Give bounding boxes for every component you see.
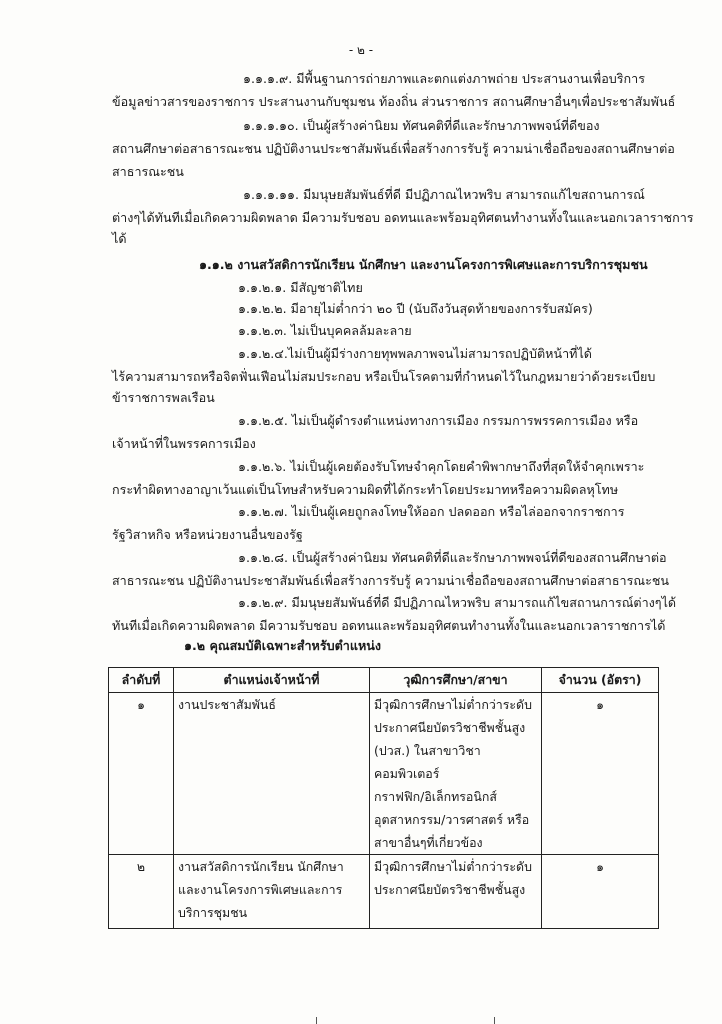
clause-1-1-1-9: ๑.๑.๑.๙. มีพื้นฐานการถ่ายภาพและตกแต่งภาพถ่าย ประสานงานเพื่อบริการ [243, 71, 645, 86]
table-row [109, 855, 659, 929]
header-education: วุฒิการศึกษา/สาขา [370, 668, 542, 693]
clause-1-1-2-7-cont: รัฐวิสาหกิจ หรือหน่วยงานอื่นของรัฐ [112, 527, 303, 542]
clause-1-1-2-8-cont: สาธารณะชน ปฏิบัติงานประชาสัมพันธ์เพื่อสร้างการรับรู้ ความน่าเชื่อถือของสถานศึกษาต่อสาธารณะชน [112, 573, 669, 588]
section-heading-1-1-2: ๑.๑.๒ งานสวัสดิการนักเรียน นักศึกษา และงานโครงการพิเศษและการบริการชุมชน [199, 257, 648, 272]
table-row [109, 693, 659, 855]
clause-1-1-2-2: ๑.๑.๒.๒. มีอายุไม่ต่ำกว่า ๒๐ ปี (นับถึงวันสุดท้ายของการรับสมัคร) [238, 301, 593, 316]
clause-1-1-2-6: ๑.๑.๒.๖. ไม่เป็นผู้เคยต้องรับโทษจำคุกโดยคำพิพากษาถึงที่สุดให้จำคุกเพราะ [238, 459, 645, 474]
clause-1-1-2-3: ๑.๑.๒.๓. ไม่เป็นบุคคลล้มละลาย [238, 323, 412, 338]
clause-1-1-2-9: ๑.๑.๒.๙. มีมนุษยสัมพันธ์ที่ดี มีปฏิภาณไหวพริบ สามารถแก้ไขสถานการณ์ต่างๆได้ [238, 595, 677, 610]
clause-1-1-1-10-end: สาธารณะชน [112, 164, 184, 179]
footer-border-mark [494, 1017, 495, 1024]
clause-1-1-2-7: ๑.๑.๒.๗. ไม่เป็นผู้เคยถูกลงโทษให้ออก ปลดออก หรือไล่ออกจากราชการ [238, 504, 625, 519]
clause-1-1-2-6-cont: กระทำผิดทางอาญาเว้นแต่เป็นโทษสำหรับความผิดที่ได้กระทำโดยประมาทหรือความผิดลหุโทษ [112, 482, 619, 497]
qualification-table [108, 667, 659, 929]
clause-1-1-1-11-end: ได้ [112, 231, 127, 246]
clause-1-1-1-10: ๑.๑.๑.๑๐. เป็นผู้สร้างค่านิยม ทัศนคติที่ดีและรักษาภาพพจน์ที่ดีของ [243, 118, 600, 133]
row-position: งานประชาสัมพันธ์ [174, 693, 370, 855]
clause-1-1-1-11-cont: ต่างๆได้ทันทีเมื่อเกิดความผิดพลาด มีความรับชอบ อดทนและพร้อมอุทิศตนทำงานทั้งในและนอกเวลาราชการ [112, 210, 694, 225]
header-count: จำนวน (อัตรา) [542, 668, 659, 693]
row-order: ๑ [109, 693, 174, 855]
row-position: งานสวัสดิการนักเรียน นักศึกษา และงานโครงการพิเศษและการ บริการชุมชน [174, 855, 370, 929]
clause-1-1-2-9-cont: ทันทีเมื่อเกิดความผิดพลาด มีความรับชอบ อดทนและพร้อมอุทิศตนทำงานทั้งในและนอกเวลาราชการได้ [112, 618, 666, 633]
row-education: มีวุฒิการศึกษาไม่ต่ำกว่าระดับ ประกาศนียบัตรวิชาชีพชั้นสูง [370, 855, 542, 929]
clause-1-1-2-1: ๑.๑.๒.๑. มีสัญชาติไทย [238, 280, 363, 295]
table-header-row [109, 668, 659, 693]
section-heading-1-2: ๑.๒ คุณสมบัติเฉพาะสำหรับตำแหน่ง [184, 638, 381, 653]
clause-1-1-2-4-end: ข้าราชการพลเรือน [112, 390, 215, 405]
clause-1-1-2-5: ๑.๑.๒.๕. ไม่เป็นผู้ดำรงตำแหน่งทางการเมือง กรรมการพรรคการเมือง หรือ [238, 413, 639, 428]
footer-border-mark [316, 1017, 317, 1024]
row-count: ๑ [542, 855, 659, 929]
clause-1-1-1-11: ๑.๑.๑.๑๑. มีมนุษยสัมพันธ์ที่ดี มีปฏิภาณไหวพริบ สามารถแก้ไขสถานการณ์ [243, 187, 645, 202]
row-education: มีวุฒิการศึกษาไม่ต่ำกว่าระดับ ประกาศนียบัตรวิชาชีพชั้นสูง (ปวส.) ในสาขาวิชาคอมพิวเตอร์ กราฟฟิก/อิเล็กทรอนิกส์ อุตสาหกรรม/วารศาสตร์ หรือ สาขาอื่นๆที่เกี่ยวข้อง [370, 693, 542, 855]
header-order: ลำดับที่ [109, 668, 174, 693]
row-count: ๑ [542, 693, 659, 855]
clause-1-1-2-5-cont: เจ้าหน้าที่ในพรรคการเมือง [112, 436, 256, 451]
clause-1-1-2-8: ๑.๑.๒.๘. เป็นผู้สร้างค่านิยม ทัศนคติที่ดีและรักษาภาพพจน์ที่ดีของสถานศึกษาต่อ [238, 550, 667, 565]
clause-1-1-1-9-cont: ข้อมูลข่าวสารของราชการ ประสานงานกับชุมชน ท้องถิ่น ส่วนราชการ สถานศึกษาอื่นๆเพื่อประชาสัมพันธ์ [112, 94, 676, 109]
clause-1-1-2-4-cont: ไร้ความสามารถหรือจิตฟั่นเฟือนไม่สมประกอบ หรือเป็นโรคตามที่กำหนดไว้ในกฎหมายว่าด้วยระเบียบ [112, 369, 656, 384]
header-position: ตำแหน่งเจ้าหน้าที่ [174, 668, 370, 693]
clause-1-1-1-10-cont: สถานศึกษาต่อสาธารณะชน ปฏิบัติงานประชาสัมพันธ์เพื่อสร้างการรับรู้ ความน่าเชื่อถือของสถานศึกษาต่อ [112, 141, 675, 156]
page-number: - ๒ - [348, 43, 374, 57]
clause-1-1-2-4: ๑.๑.๒.๔.ไม่เป็นผู้มีร่างกายทุพพลภาพจนไม่สามารถปฏิบัติหน้าที่ได้ [238, 346, 592, 361]
row-order: ๒ [109, 855, 174, 929]
